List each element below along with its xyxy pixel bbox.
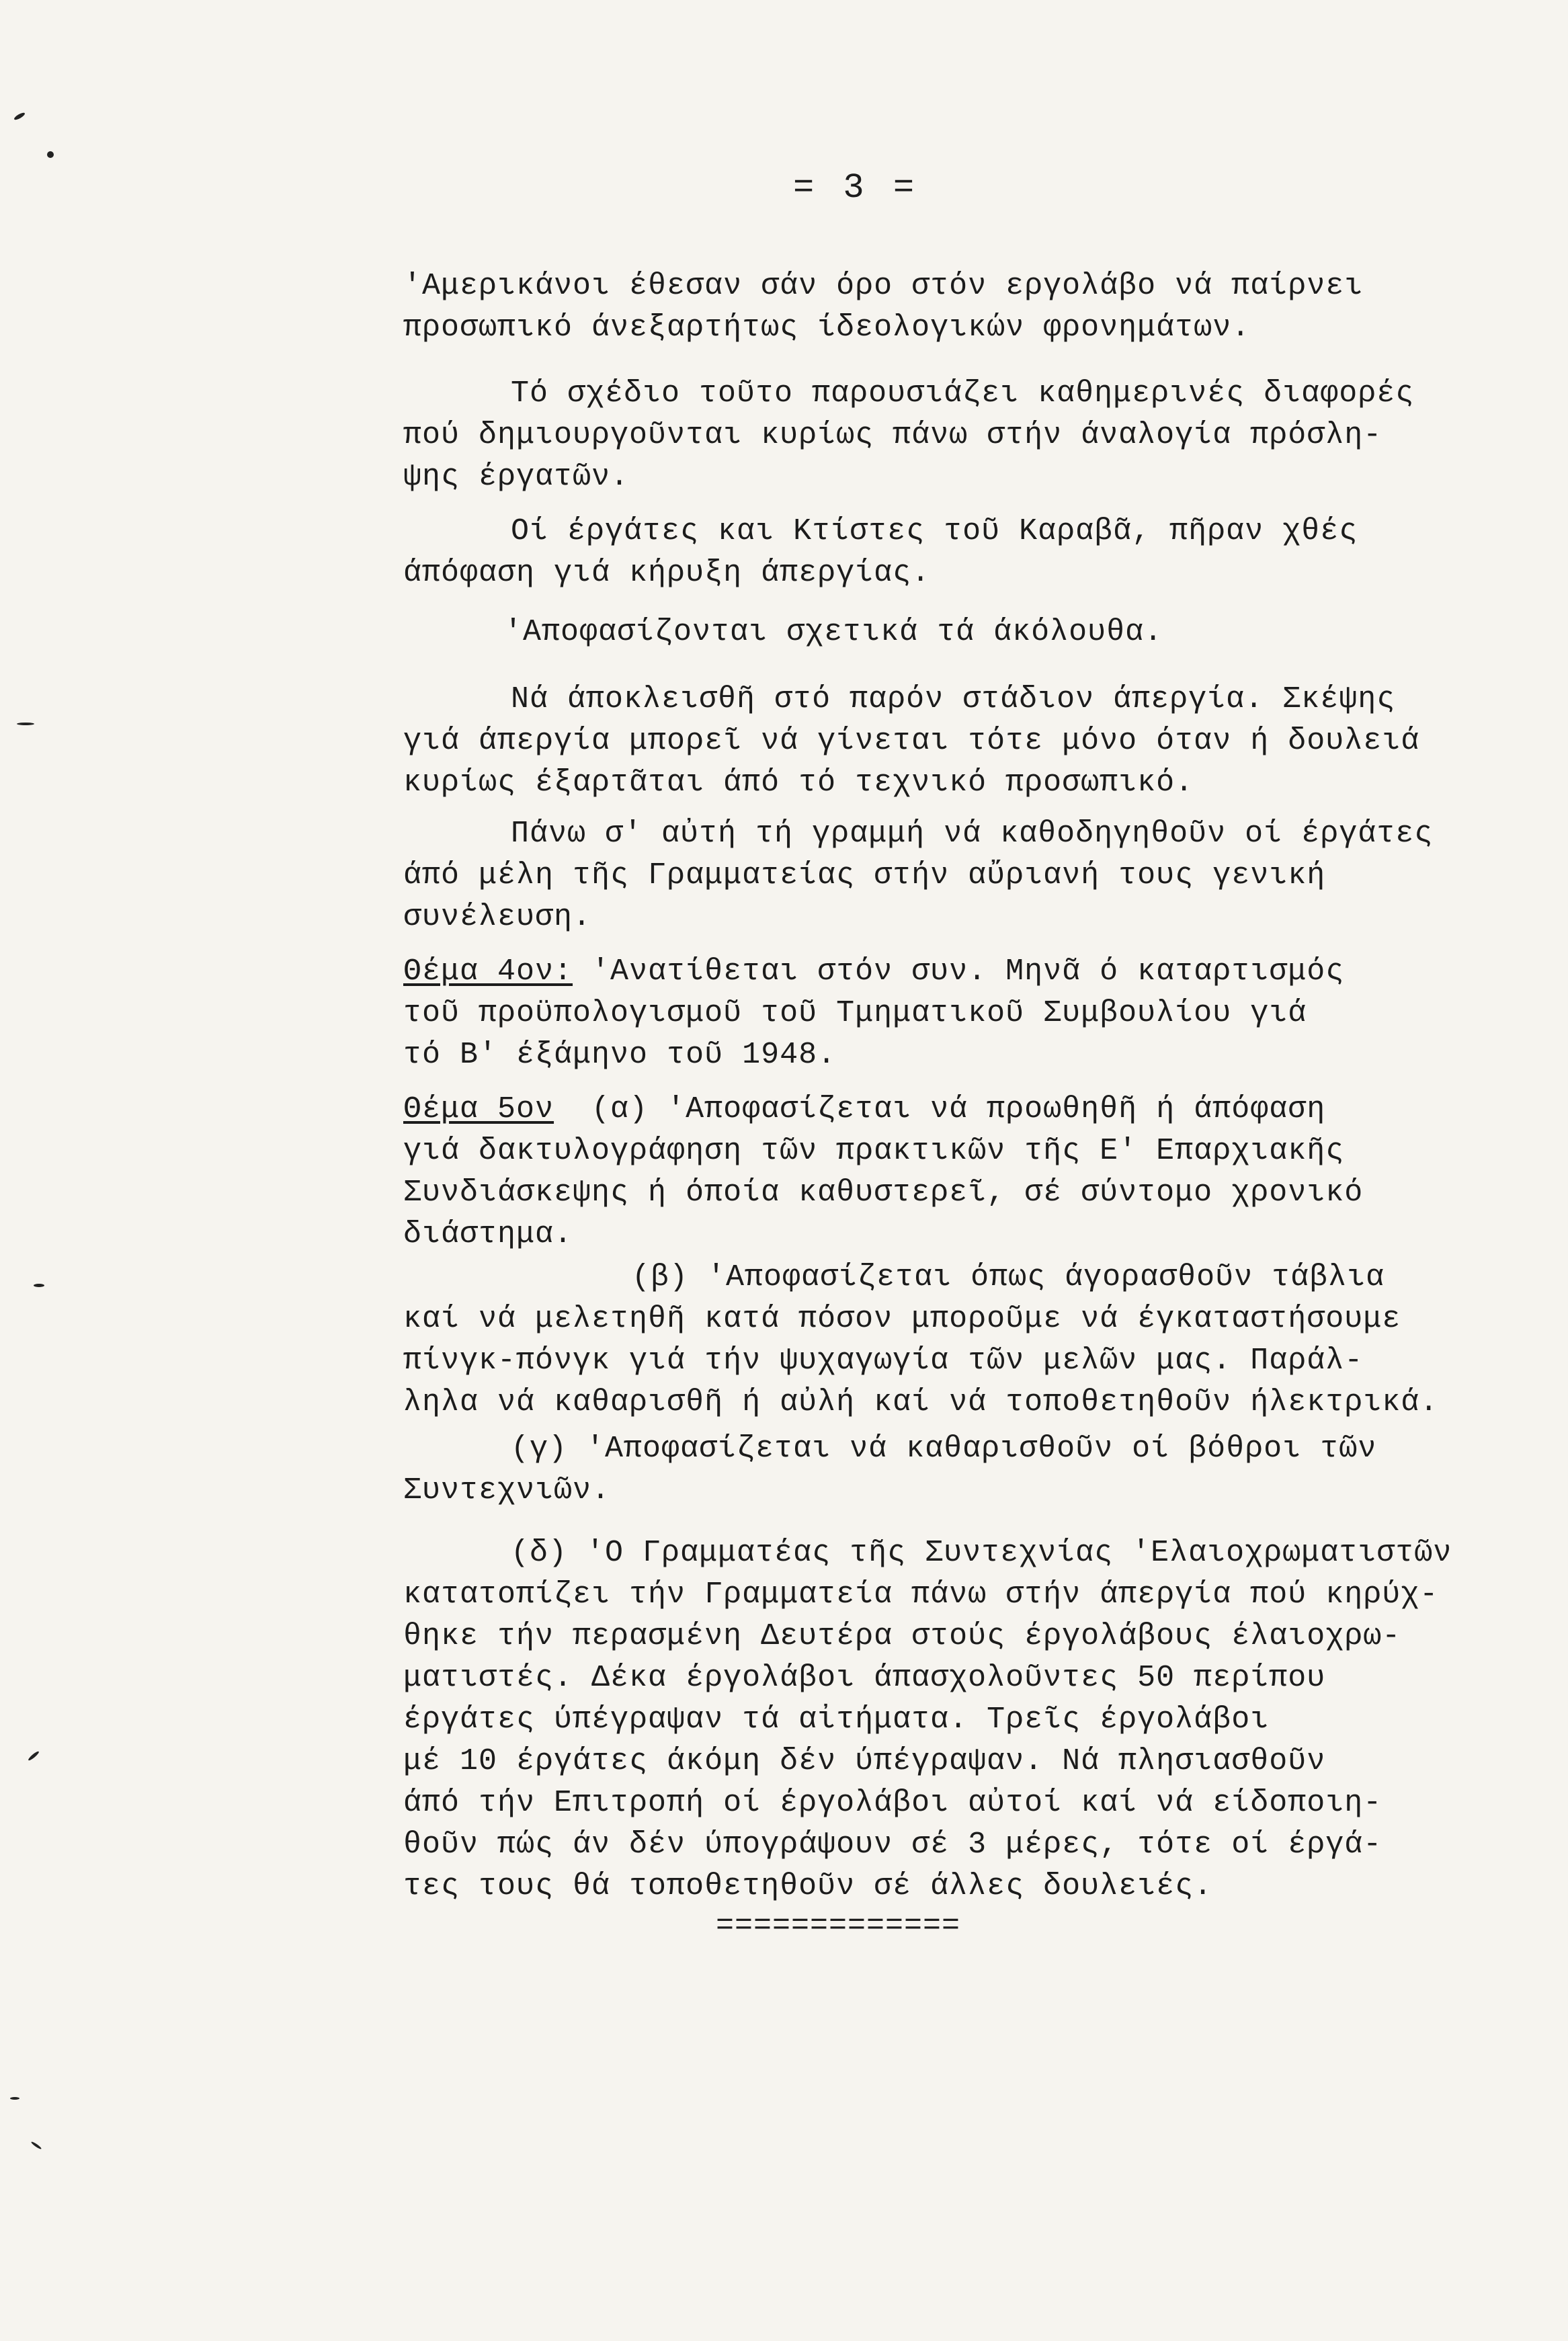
scan-mark	[10, 2097, 19, 2100]
scan-mark	[30, 2141, 42, 2150]
topic-5	[403, 1089, 1532, 1256]
paragraph-opening	[403, 265, 1532, 349]
topic-4-heading: Θέμα 4ον:	[403, 954, 573, 989]
text-line: κατατοπίζει τήν Γραμματεία πάνω στήν άπεργία πού κηρύχ-	[403, 1577, 1439, 1612]
text-line: τες τους θά τοποθετηθοῦν σέ άλλες δουλειές.	[403, 1869, 1213, 1903]
text-line: διάστημα.	[403, 1217, 573, 1251]
paragraph-decisions-intro	[403, 612, 1532, 653]
text-line: θοῦν πώς άν δέν ύπογράψουν σέ 3 μέρες, τότε οί έργά-	[403, 1827, 1383, 1862]
scan-mark	[13, 112, 26, 121]
text-line: κυρίως έξαρτᾶται άπό τό τεχνικό προσωπικό.	[403, 766, 1194, 800]
text-line: (γ) 'Αποφασίζεται νά καθαρισθοῦν οί βόθροι τῶν	[511, 1432, 1377, 1466]
text-line: (β) 'Αποφασίζεται όπως άγορασθοῦν τάβλια	[632, 1260, 1385, 1295]
paragraph-plan	[403, 373, 1532, 498]
scan-mark	[47, 151, 54, 158]
text-line: ψης έργατῶν.	[403, 460, 630, 494]
topic-5-b	[403, 1257, 1532, 1424]
text-line: (δ) 'Ο Γραμματέας τῆς Συντεχνίας 'Ελαιοχρωματιστῶν	[511, 1536, 1452, 1570]
text-line: προσωπικό άνεξαρτήτως ίδεολογικών φρονημάτων.	[403, 311, 1251, 345]
text-line: καί νά μελετηθῆ κατά πόσον μποροῦμε νά έγκαταστήσουμε	[403, 1302, 1401, 1336]
text-line: άπόφαση γιά κήρυξη άπεργίας.	[403, 556, 931, 590]
text-line: 'Αμερικάνοι έθεσαν σάν όρο στόν εργολάβο νά παίρνει	[403, 269, 1364, 303]
text-line: Οί έργάτες και Κτίστες τοῦ Καραβᾶ, πῆραν χθές	[511, 514, 1358, 548]
text-line: τό Β' έξάμηνο τοῦ 1948.	[403, 1038, 837, 1072]
page-number: = 3 =	[793, 168, 919, 208]
topic-4	[403, 951, 1532, 1076]
paragraph-karavas-strike	[403, 511, 1532, 594]
scan-mark	[28, 1750, 40, 1762]
text-line: πού δημιουργοῦνται κυρίως πάνω στήν άναλογία πρόσλη-	[403, 418, 1383, 452]
topic-5-heading: Θέμα 5ον	[403, 1092, 554, 1126]
text-line: (α) 'Αποφασίζεται νά προωθηθῆ ή άπόφαση	[554, 1092, 1326, 1126]
text-line: 'Αποφασίζονται σχετικά τά άκόλουθα.	[504, 615, 1163, 649]
text-line: Συνδιάσκεψης ή όποία καθυστερεῖ, σέ σύντομο χρονικό	[403, 1176, 1364, 1210]
text-line: άπό τήν Επιτροπή οί έργολάβοι αὐτοί καί νά είδοποιη-	[403, 1786, 1383, 1820]
text-line: ληλα νά καθαρισθῆ ή αὐλή καί νά τοποθετηθοῦν ήλεκτρικά.	[403, 1385, 1439, 1420]
text-line: θηκε τήν περασμένη Δευτέρα στούς έργολάβους έλαιοχρω-	[403, 1619, 1401, 1653]
topic-5-g	[403, 1428, 1532, 1512]
text-line: συνέλευση.	[403, 900, 592, 934]
scan-mark	[34, 1284, 44, 1287]
paragraph-guidance	[403, 813, 1532, 938]
text-line: Πάνω σ' αὐτή τή γραμμή νά καθοδηγηθοῦν οί έργάτες	[511, 817, 1434, 851]
text-line: γιά άπεργία μπορεῖ νά γίνεται τότε μόνο όταν ή δουλειά	[403, 724, 1420, 758]
closing-separator: =============	[716, 1909, 961, 1943]
text-line: πίνγκ-πόνγκ γιά τήν ψυχαγωγία τῶν μελῶν μας. Παράλ-	[403, 1344, 1364, 1378]
text-line: Νά άποκλεισθῆ στό παρόν στάδιον άπεργία. Σκέψης	[511, 682, 1396, 716]
text-line: Τό σχέδιο τοῦτο παρουσιάζει καθημερινές διαφορές	[511, 376, 1415, 411]
text-line: τοῦ προϋπολογισμοῦ τοῦ Τμηματικοῦ Συμβουλίου γιά	[403, 996, 1307, 1030]
text-line: έργάτες ύπέγραψαν τά αἰτήματα. Τρεῖς έργολάβοι	[403, 1702, 1270, 1737]
paragraph-strike-exclusion	[403, 679, 1532, 804]
scan-mark	[17, 723, 34, 725]
text-line: μέ 10 έργάτες άκόμη δέν ύπέγραψαν. Νά πλησιασθοῦν	[403, 1744, 1326, 1778]
text-line: ματιστές. Δέκα έργολάβοι άπασχολοῦντες 50 περίπου	[403, 1661, 1326, 1695]
text-line: Συντεχνιῶν.	[403, 1473, 611, 1508]
text-line: γιά δακτυλογράφηση τῶν πρακτικῶν τῆς Ε' Επαρχιακῆς	[403, 1134, 1345, 1168]
text-line: άπό μέλη τῆς Γραμματείας στήν αὔριανή τους γενική	[403, 858, 1326, 893]
topic-5-d	[403, 1532, 1532, 1907]
text-line: 'Ανατίθεται στόν συν. Μηνᾶ ό καταρτισμός	[573, 954, 1345, 989]
